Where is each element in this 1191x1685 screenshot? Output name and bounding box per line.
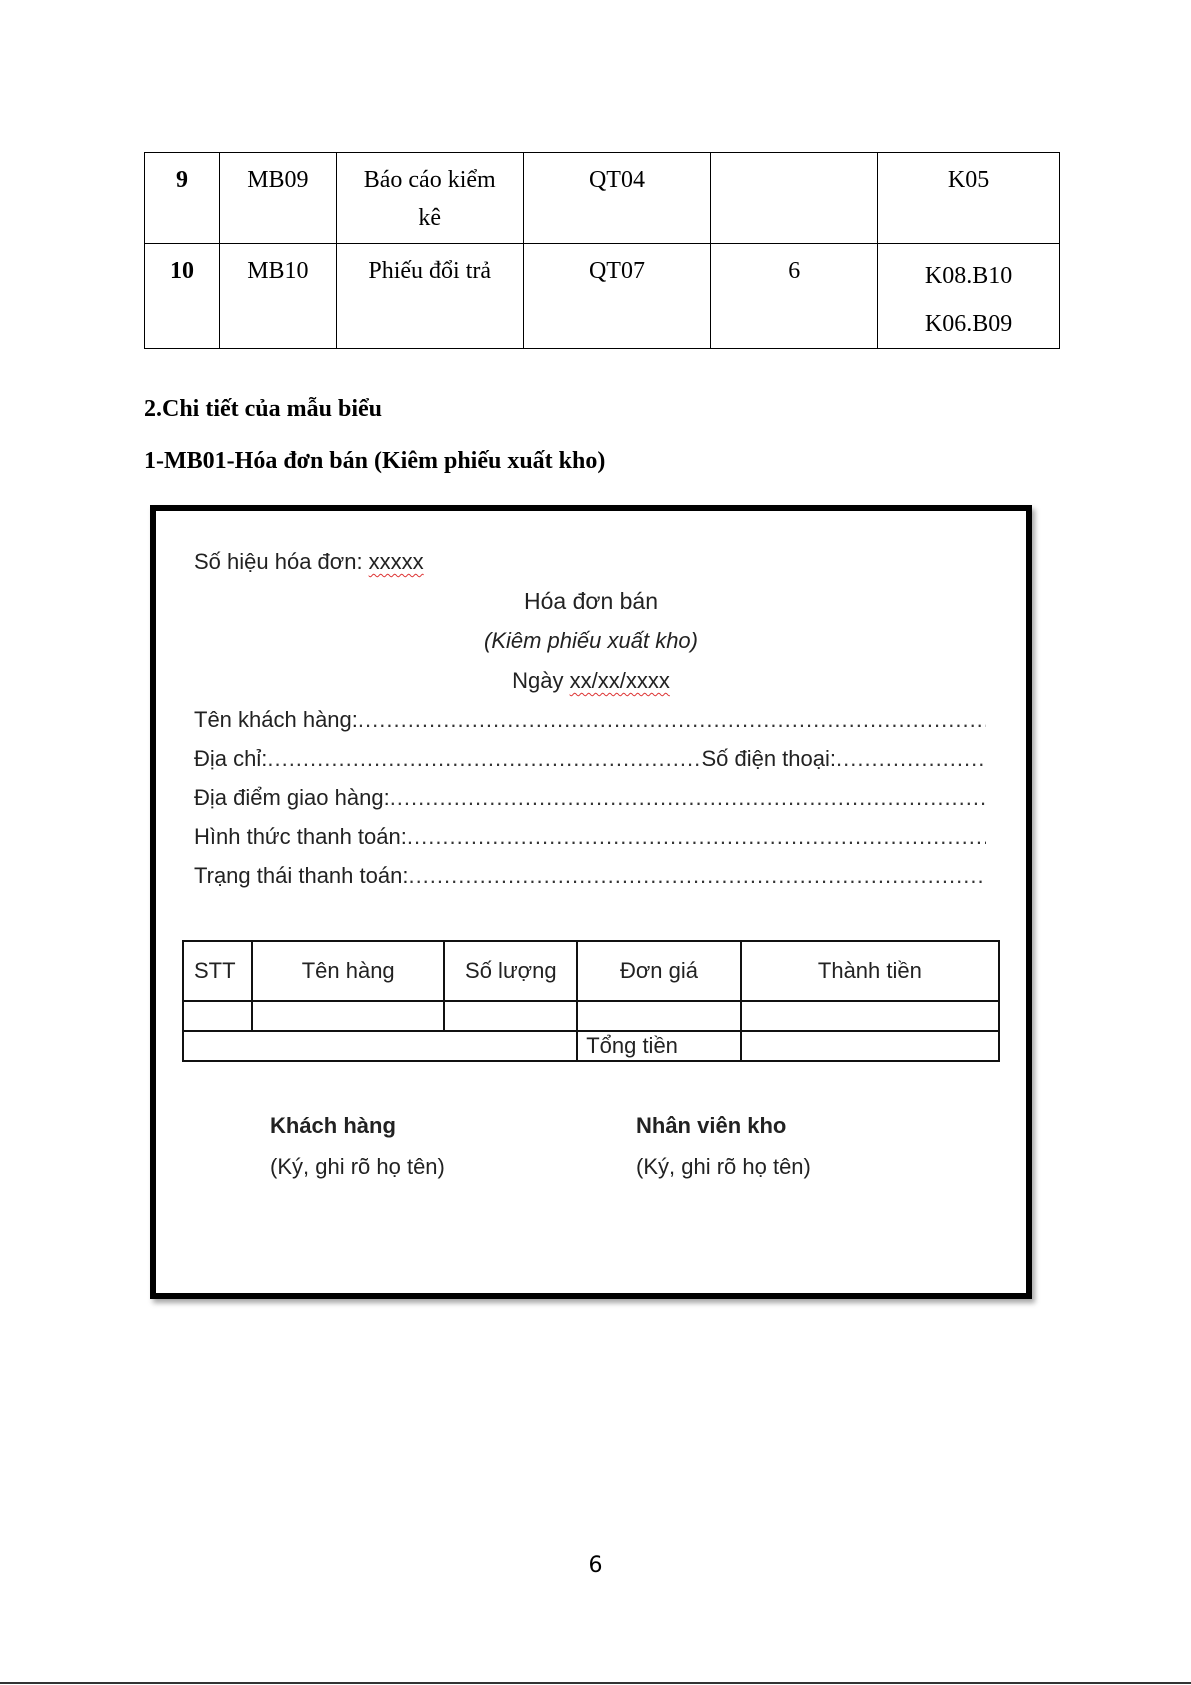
- staff-signature-note: (Ký, ghi rõ họ tên): [636, 1154, 811, 1179]
- row-code: MB10: [219, 244, 336, 349]
- table-row: [145, 244, 1060, 349]
- row-name-line2: kê: [418, 205, 442, 231]
- dotted-line: [267, 746, 699, 772]
- empty-cell: [183, 1001, 252, 1031]
- row-name-line1: Báo cáo kiểm: [363, 167, 496, 193]
- row-ref-line1: K08.B10: [924, 263, 1013, 289]
- items-header-row: [183, 941, 999, 1001]
- invoice-number-label: Số hiệu hóa đơn:: [194, 549, 369, 574]
- dotted-line: [836, 746, 986, 772]
- page-bottom-rule: [0, 1682, 1191, 1684]
- form-list-table: [144, 152, 1060, 349]
- row-code: MB09: [219, 153, 336, 244]
- row-name-line1: Phiếu đổi trả: [368, 258, 492, 284]
- invoice-date-value: xx/xx/xxxx: [569, 668, 670, 693]
- total-label: Tổng tiền: [577, 1031, 741, 1061]
- invoice-subtitle: (Kiêm phiếu xuất kho): [484, 628, 698, 653]
- row-ref: [878, 153, 1060, 244]
- invoice-number: [194, 549, 424, 575]
- row-ref: [878, 244, 1060, 349]
- customer-name-field: [194, 707, 986, 733]
- customer-signature-title: Khách hàng: [270, 1113, 396, 1138]
- header-item-name: Tên hàng: [252, 941, 444, 1001]
- phone-label: Số điện thoại:: [701, 746, 836, 771]
- header-amount: Thành tiền: [741, 941, 999, 1001]
- row-stt: 10: [145, 244, 220, 349]
- page-number: 6: [588, 1553, 603, 1578]
- row-process: QT07: [523, 244, 711, 349]
- address-label: Địa chỉ:: [194, 746, 268, 771]
- invoice-date: [156, 668, 1026, 694]
- invoice-form: [150, 505, 1032, 1299]
- empty-cell: [741, 1001, 999, 1031]
- row-stt: 9: [145, 153, 220, 244]
- delivery-label: Địa điểm giao hàng:: [194, 785, 390, 810]
- dotted-line: [358, 707, 986, 733]
- header-stt: STT: [183, 941, 252, 1001]
- payment-method-label: Hình thức thanh toán:: [194, 824, 407, 849]
- payment-method-field: [194, 824, 986, 850]
- row-count: 6: [711, 244, 878, 349]
- payment-status-label: Trạng thái thanh toán:: [194, 863, 409, 888]
- invoice-date-label: Ngày: [512, 668, 570, 693]
- sub-heading: 1-MB01-Hóa đơn bán (Kiêm phiếu xuất kho): [144, 448, 606, 474]
- items-empty-row: [183, 1001, 999, 1031]
- dotted-line: [407, 824, 986, 850]
- address-phone-field: [194, 746, 986, 772]
- row-name: [336, 244, 523, 349]
- row-process: QT04: [523, 153, 711, 244]
- items-table: [182, 940, 1000, 1062]
- empty-cell: [252, 1001, 444, 1031]
- payment-status-field: [194, 863, 986, 889]
- row-name: [336, 153, 523, 244]
- header-quantity: Số lượng: [444, 941, 577, 1001]
- empty-cell: [444, 1001, 577, 1031]
- row-count: [711, 153, 878, 244]
- delivery-field: [194, 785, 986, 811]
- row-ref-line1: K05: [947, 167, 990, 193]
- staff-signature-title: Nhân viên kho: [636, 1113, 787, 1138]
- invoice-number-value: xxxxx: [368, 549, 424, 574]
- invoice-title: Hóa đơn bán: [523, 588, 658, 614]
- items-total-row: [183, 1031, 999, 1061]
- customer-signature-note: (Ký, ghi rõ họ tên): [270, 1154, 445, 1179]
- empty-cell: [577, 1001, 741, 1031]
- customer-name-label: Tên khách hàng:: [194, 707, 358, 732]
- total-value: [741, 1031, 999, 1061]
- dotted-line: [390, 785, 986, 811]
- dotted-line: [408, 863, 986, 889]
- empty-cell: [183, 1031, 577, 1061]
- table-row: [145, 153, 1060, 244]
- header-unit-price: Đơn giá: [577, 941, 741, 1001]
- section-heading: 2.Chi tiết của mẫu biểu: [144, 396, 383, 422]
- row-ref-line2: K06.B09: [924, 311, 1013, 337]
